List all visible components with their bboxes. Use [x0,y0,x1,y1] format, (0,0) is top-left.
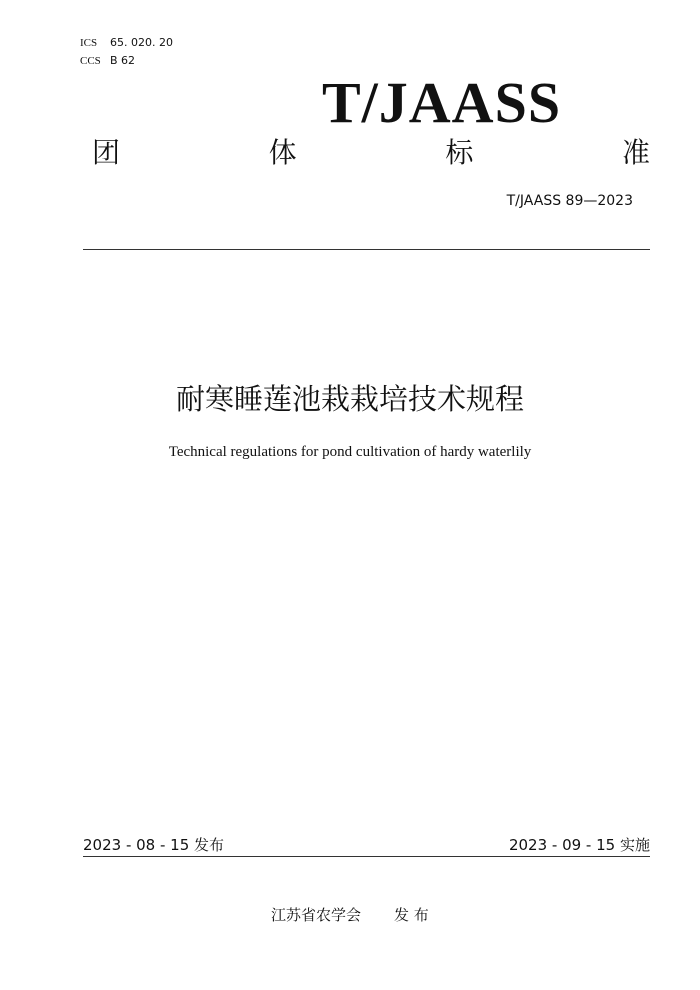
issue-word: 发布 [194,836,225,854]
footer-divider [83,856,650,857]
ccs-label: CCS [80,55,101,67]
effective-date: 2023 - 09 - 15 [508,836,616,854]
ccs-value: B 62 [110,54,136,67]
standard-number: T/JAASS 89—2023 [506,193,633,209]
issue-date: 2023 - 08 - 15 [83,836,190,854]
ics-value: 65. 020. 20 [110,36,173,49]
standard-type-char: 标 [445,136,474,169]
publisher-org: 江苏省农学会 [271,906,362,924]
effective-word: 实施 [619,836,650,854]
document-title-en: Technical regulations for pond cultivation of hardy waterlily [168,444,532,460]
standard-type-char: 体 [268,136,297,169]
ics-line [80,34,173,52]
header-divider [83,249,650,250]
ics-label: ICS [80,37,98,49]
issue-date-line [83,835,224,855]
brand-mark: T/JAASS [322,70,562,135]
standard-type-char: 准 [621,136,650,169]
classification-codes [80,34,173,70]
effective-date-line [509,835,650,855]
standard-type [92,136,650,170]
publisher-line [271,905,429,925]
ccs-line [80,52,173,70]
document-title-zh: 耐寒睡莲池栽栽培技术规程 [175,382,524,416]
standard-type-char: 团 [92,136,121,169]
publisher-action: 发 布 [394,906,429,924]
